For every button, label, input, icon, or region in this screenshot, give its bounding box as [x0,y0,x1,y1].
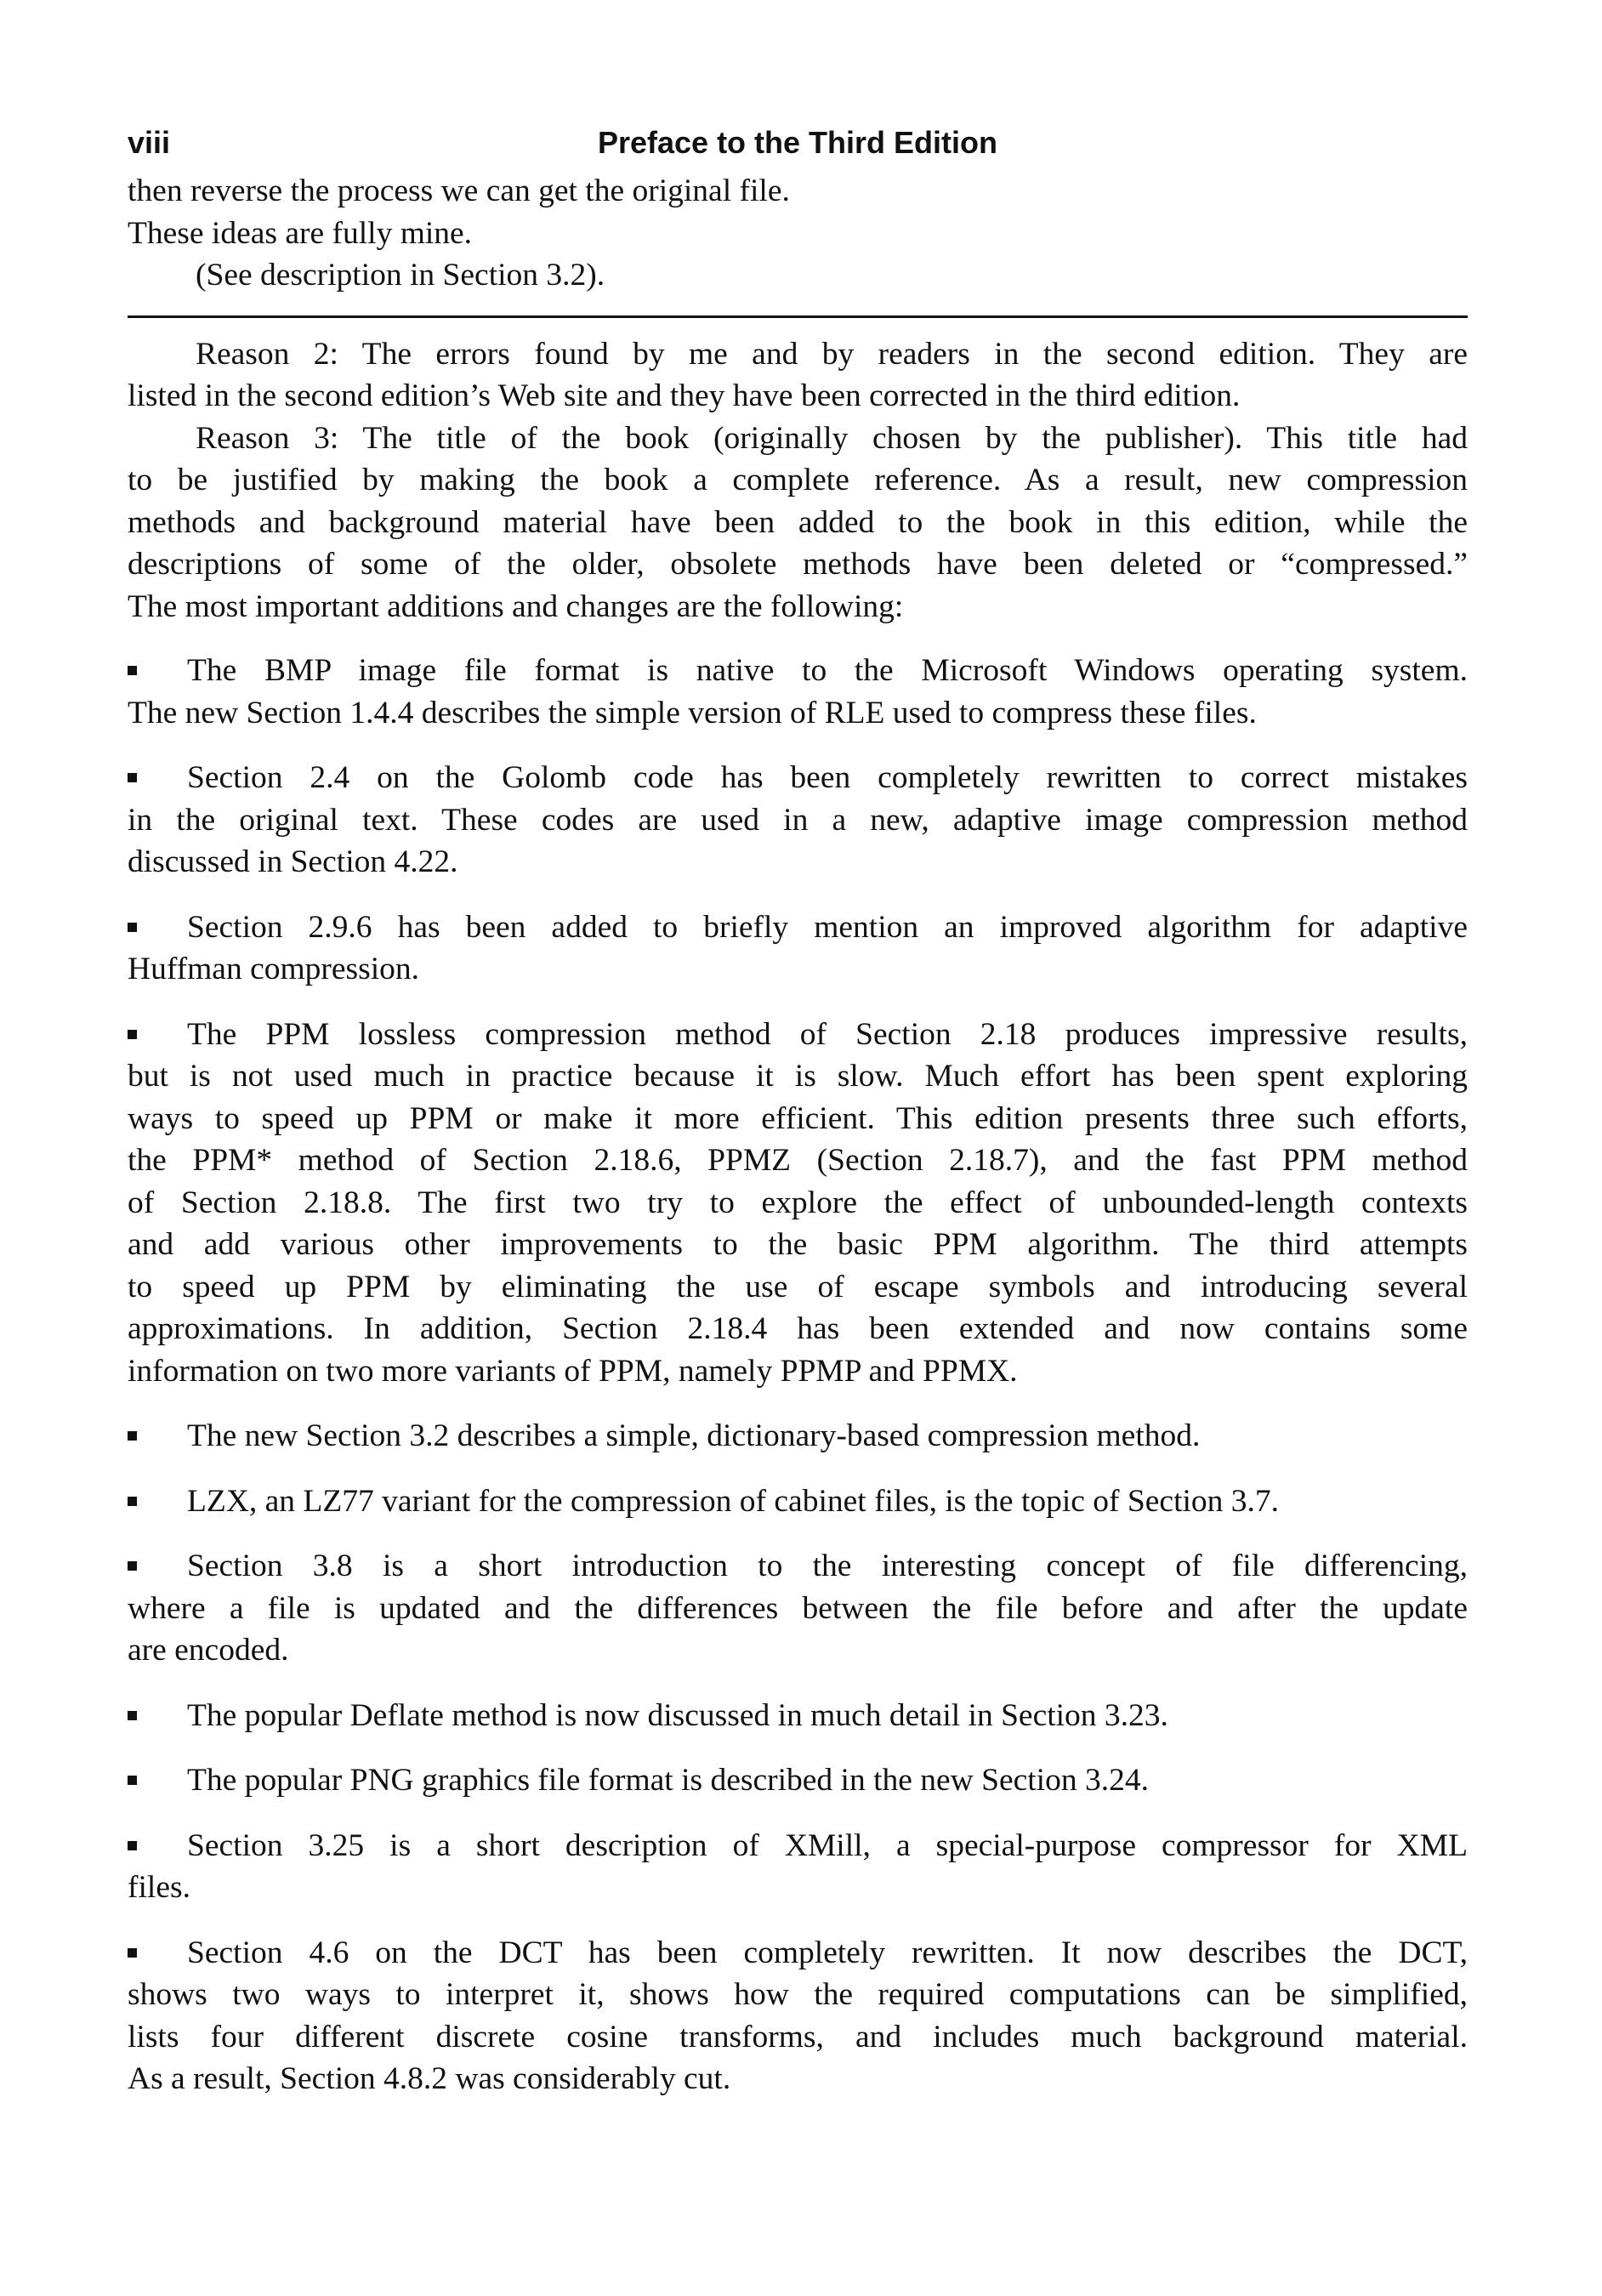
text-line: descriptions of some of the older, obsolete methods have been deleted or “compressed.” [128,547,1468,582]
text-line: then reverse the process we can get the original file. [128,173,790,208]
item-text: Section 2.4 on the Golomb code has been completely rewritten to correct mistakes [187,760,1468,795]
text-line: As a result, Section 4.8.2 was considerably cut. [128,2061,731,2096]
text-line: These ideas are fully mine. [128,215,473,251]
list-item [128,1825,1468,1909]
list-item [128,1415,1468,1458]
text-line: shows two ways to interpret it, shows how the required computations can be simplified, [128,1977,1468,2012]
list-item [128,1759,1468,1802]
reason-3-paragraph [128,418,1468,628]
item-text: The popular Deflate method is now discussed in much detail in Section 3.23. [187,1697,1168,1733]
bullet-icon [128,923,137,932]
text-line: in the original text. These codes are used in a new, adaptive image compression method [128,802,1468,838]
text-line: the PPM* method of Section 2.18.6, PPMZ (Section 2.18.7), and the fast PPM method [128,1143,1468,1178]
list-item [128,906,1468,991]
text-line [128,650,1468,692]
item-text: Section 2.9.6 has been added to briefly mention an improved algorithm for adaptive [187,909,1468,945]
bullet-icon [128,1431,137,1441]
bullet-icon [128,773,137,782]
text-line: where a file is updated and the differences between the file before and after the update [128,1590,1468,1626]
item-text: The new Section 3.2 describes a simple, dictionary-based compression method. [187,1418,1201,1453]
bullet-icon [128,1030,137,1039]
text-line: of Section 2.18.8. The first two try to explore the effect of unbounded-length contexts [128,1185,1468,1220]
text-line: to be justified by making the book a complete reference. As a result, new compression [128,463,1468,497]
text-line: but is not used much in practice because it is slow. Much effort has been spent exploring [128,1059,1468,1094]
text-line: Reason 2: The errors found by me and by readers in the second edition. They are [196,336,1468,372]
bullet-icon [128,1711,137,1720]
bullet-icon [128,1497,137,1506]
text-line: methods and background material have been added to the book in this edition, while the [128,504,1468,540]
text-line [128,1695,1468,1737]
item-text: Section 3.8 is a short introduction to the interesting concept of file differencing, [187,1549,1468,1583]
text-line [128,1825,1468,1867]
text-line: Huffman compression. [128,952,419,986]
list-item [128,650,1468,734]
text-line: lists four different discrete cosine transforms, and includes much background material. [128,2019,1468,2054]
list-item [128,1932,1468,2100]
item-text: LZX, an LZ77 variant for the compression of cabinet files, is the topic of Section 3.7. [187,1483,1280,1519]
text-line: The most important additions and changes are the following: [128,588,904,624]
page-number: viii [128,125,171,160]
text-line [128,906,1468,949]
text-line: to speed up PPM by eliminating the use of escape symbols and introducing several [128,1269,1468,1304]
text-line: files. [128,1870,190,1905]
text-line: information on two more variants of PPM, namely PPMP and PPMX. [128,1353,1018,1389]
list-item [128,1545,1468,1672]
page-body [128,170,1468,2100]
bullet-icon [128,1948,137,1958]
text-line [128,1759,1468,1802]
item-text: The BMP image file format is native to the Microsoft Windows operating system. [187,653,1468,688]
reason-2-paragraph [128,333,1468,418]
running-head [128,121,1468,165]
text-line [128,1932,1468,1975]
text-line: discussed in Section 4.22. [128,844,458,879]
bullet-icon [128,1561,137,1571]
text-line [128,1480,1468,1523]
text-line [128,757,1468,799]
list-item [128,1695,1468,1737]
item-text: The popular PNG graphics file format is described in the new Section 3.24. [187,1763,1149,1798]
text-line: The new Section 1.4.4 describes the simple version of RLE used to compress these files. [128,695,1257,730]
text-line: Reason 3: The title of the book (originally chosen by the publisher). This title had [196,420,1468,456]
text-line: (See description in Section 3.2). [196,258,605,293]
list-item [128,1014,1468,1393]
text-line: and add various other improvements to the basic PPM algorithm. The third attempts [128,1227,1468,1262]
bullet-icon [128,1841,137,1850]
text-line: listed in the second edition’s Web site and they have been corrected in the third edition. [128,378,1241,413]
text-line: are encoded. [128,1633,289,1668]
bullet-icon [128,666,137,675]
book-page [128,121,1468,2100]
text-line: ways to speed up PPM or make it more efficient. This edition presents three such efforts, [128,1100,1468,1136]
horizontal-rule [128,315,1468,318]
list-item [128,1480,1468,1523]
item-text: Section 4.6 on the DCT has been completely rewritten. It now describes the DCT, [187,1935,1468,1970]
item-text: Section 3.25 is a short description of XMill, a special-purpose compressor for XML [187,1827,1468,1863]
running-title: Preface to the Third Edition [597,125,998,160]
changes-list [128,650,1468,2100]
intro-block [128,170,1468,297]
text-line: approximations. In addition, Section 2.18.4 has been extended and now contains some [128,1311,1468,1346]
list-item [128,757,1468,884]
bullet-icon [128,1776,137,1785]
text-line [128,1545,1468,1588]
text-line [128,1014,1468,1056]
item-text: The PPM lossless compression method of Section 2.18 produces impressive results, [187,1016,1468,1052]
text-line [128,1415,1468,1458]
